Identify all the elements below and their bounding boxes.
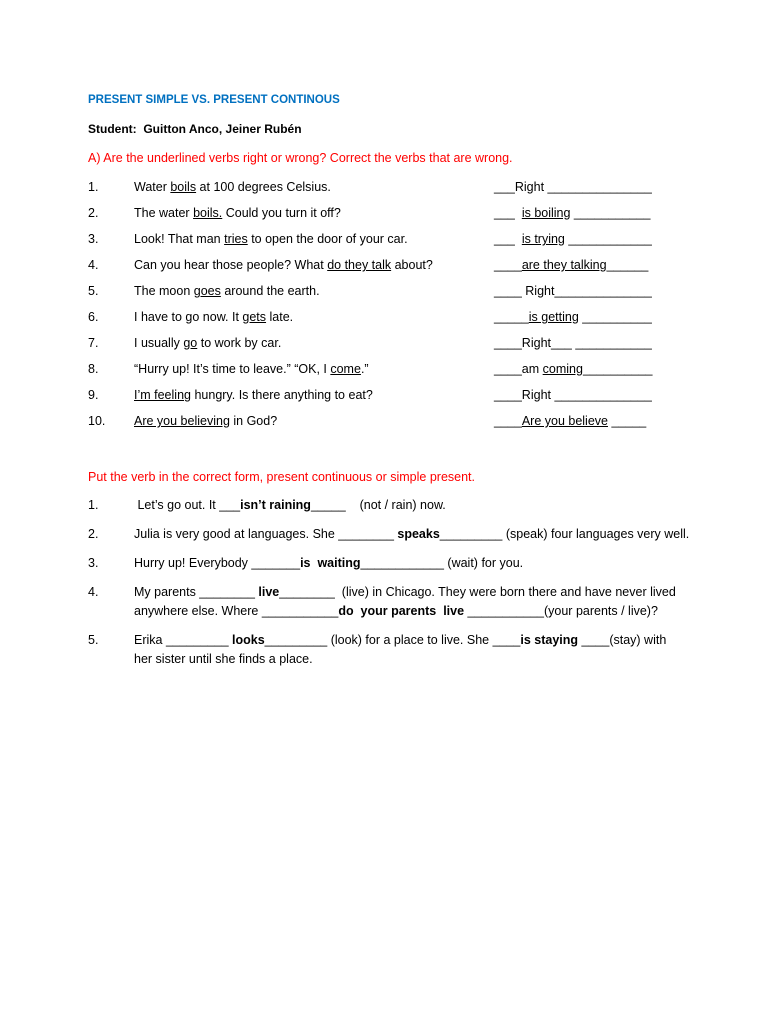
corrected-verb: coming <box>542 362 583 376</box>
exercise-a-item <box>88 408 652 434</box>
exercise-b-item <box>88 583 689 621</box>
exercise-a-item <box>88 356 652 382</box>
underlined-verb: Are you believing <box>134 414 230 428</box>
exercise-line <box>134 496 446 515</box>
answer-text: _____ <box>494 310 529 324</box>
filled-answer: is waiting <box>300 556 361 570</box>
answer-text: ______ <box>606 258 649 272</box>
answer-text: ____Right ______________ <box>494 388 652 402</box>
sentence-text: Could you turn it off? <box>222 206 341 220</box>
sentence-text: _________ (look) for a place to live. She ____ <box>264 633 521 647</box>
question-sentence <box>134 304 494 330</box>
exercise-a-item <box>88 200 652 226</box>
exercise-a-item <box>88 382 652 408</box>
exercise-line <box>134 583 676 602</box>
sentence-text: My parents ________ <box>134 585 259 599</box>
answer-blank <box>494 330 652 356</box>
item-number: 1. <box>88 498 99 512</box>
underlined-verb: gets <box>242 310 267 324</box>
underlined-verb: boils <box>170 180 197 194</box>
item-number: 1. <box>88 180 99 194</box>
sentence-text: Can you hear those people? What <box>134 258 328 272</box>
exercise-line <box>134 602 676 621</box>
question-sentence <box>134 252 494 278</box>
sentence-text: _________ (speak) four languages very well. <box>439 527 690 541</box>
answer-text: __________ <box>582 362 653 376</box>
exercise-line <box>134 525 689 544</box>
answer-blank <box>494 278 652 304</box>
item-number: 5. <box>88 633 99 647</box>
underlined-verb: come <box>330 362 361 376</box>
item-number: 5. <box>88 284 99 298</box>
answer-text: ___________ <box>570 206 651 220</box>
question-sentence <box>134 278 494 304</box>
exercise-text <box>134 583 676 621</box>
answer-blank <box>494 226 652 252</box>
filled-answer: isn’t raining <box>240 498 311 512</box>
exercise-a-item <box>88 174 652 200</box>
question-sentence <box>134 330 494 356</box>
sentence-text: _____ (not / rain) now. <box>310 498 446 512</box>
underlined-verb: go <box>183 336 198 350</box>
sentence-text: anywhere else. Where ___________ <box>134 604 339 618</box>
answer-text: ____am <box>494 362 543 376</box>
exercise-text <box>134 631 666 669</box>
sentence-text: “Hurry up! It’s time to leave.” “OK, I <box>134 362 331 376</box>
answer-blank <box>494 356 652 382</box>
sentence-text: Erika _________ <box>134 633 232 647</box>
item-number: 10. <box>88 414 106 428</box>
exercise-a-item <box>88 278 652 304</box>
answer-text: ____________ <box>564 232 652 246</box>
sentence-text: in God? <box>229 414 278 428</box>
filled-answer: is staying <box>520 633 582 647</box>
item-number: 3. <box>88 232 99 246</box>
answer-blank <box>494 304 652 330</box>
exercise-b-item <box>88 496 689 515</box>
sentence-text: I usually <box>134 336 184 350</box>
answer-blank <box>494 252 648 278</box>
exercise-line <box>134 631 666 650</box>
corrected-verb: is trying <box>521 232 565 246</box>
answer-text: ____ <box>494 258 522 272</box>
sentence-text: Water <box>134 180 171 194</box>
answer-blank <box>494 382 652 408</box>
exercise-a-item <box>88 226 652 252</box>
item-number: 7. <box>88 336 99 350</box>
sentence-text: her sister until she finds a place. <box>134 652 313 666</box>
question-sentence <box>134 200 494 226</box>
item-number: 3. <box>88 556 99 570</box>
exercise-a-item <box>88 252 652 278</box>
sentence-text: late. <box>266 310 294 324</box>
sentence-text: about? <box>391 258 433 272</box>
sentence-text: The water <box>134 206 194 220</box>
sentence-text: .” <box>360 362 369 376</box>
sentence-text: ____(stay) with <box>581 633 667 647</box>
answer-text: _____ <box>607 414 647 428</box>
sentence-text: The moon <box>134 284 194 298</box>
section-b-heading: Put the verb in the correct form, present continuous or simple present. <box>88 470 475 484</box>
corrected-verb: is boiling <box>521 206 571 220</box>
sentence-text: ___________(your parents / live)? <box>467 604 658 618</box>
underlined-verb: I’m feeling <box>134 388 191 402</box>
item-number: 9. <box>88 388 99 402</box>
answer-text: ____ Right______________ <box>494 284 652 298</box>
exercise-line <box>134 554 523 573</box>
question-sentence <box>134 382 494 408</box>
student-name: Student: Guitton Anco, Jeiner Rubén <box>88 122 302 136</box>
answer-text: __________ <box>578 310 652 324</box>
answer-text: ____ <box>494 414 522 428</box>
item-number: 4. <box>88 585 99 599</box>
item-number: 2. <box>88 527 99 541</box>
question-sentence <box>134 408 494 434</box>
sentence-text: around the earth. <box>220 284 320 298</box>
exercise-b-item <box>88 554 689 573</box>
sentence-text: to open the door of your car. <box>247 232 408 246</box>
sentence-text: at 100 degrees Celsius. <box>196 180 331 194</box>
sentence-text: I have to go now. It <box>134 310 243 324</box>
exercise-a-item <box>88 304 652 330</box>
corrected-verb: is getting <box>528 310 579 324</box>
filled-answer: looks <box>232 633 265 647</box>
corrected-verb: Are you believe <box>521 414 608 428</box>
sentence-text: Let’s go out. It ___ <box>134 498 241 512</box>
filled-answer: live <box>258 585 280 599</box>
corrected-verb: are they talking <box>521 258 607 272</box>
underlined-verb: do they talk <box>327 258 392 272</box>
exercise-text <box>134 554 523 573</box>
section-a-list <box>88 174 652 434</box>
filled-answer: speaks <box>397 527 440 541</box>
answer-text: ___Right _______________ <box>494 180 652 194</box>
answer-blank <box>494 174 652 200</box>
exercise-text <box>134 525 689 544</box>
exercise-b-item <box>88 631 689 669</box>
sentence-text: Hurry up! Everybody _______ <box>134 556 301 570</box>
question-sentence <box>134 356 494 382</box>
section-b-list <box>88 496 689 679</box>
sentence-text: Look! That man <box>134 232 225 246</box>
underlined-verb: boils. <box>193 206 223 220</box>
underlined-verb: tries <box>224 232 248 246</box>
exercise-a-item <box>88 330 652 356</box>
filled-answer: do your parents live <box>338 604 468 618</box>
item-number: 6. <box>88 310 99 324</box>
sentence-text: ________ (live) in Chicago. They were born there and have never lived <box>279 585 676 599</box>
sentence-text: Julia is very good at languages. She ________ <box>134 527 398 541</box>
sentence-text: ____________ (wait) for you. <box>360 556 524 570</box>
sentence-text: to work by car. <box>197 336 282 350</box>
answer-blank <box>494 200 650 226</box>
section-a-heading: A) Are the underlined verbs right or wrong? Correct the verbs that are wrong. <box>88 151 513 165</box>
worksheet-title: PRESENT SIMPLE VS. PRESENT CONTINOUS <box>88 94 340 106</box>
item-number: 8. <box>88 362 99 376</box>
answer-text: ___ <box>494 206 522 220</box>
question-sentence <box>134 174 494 200</box>
exercise-text <box>134 496 446 515</box>
item-number: 2. <box>88 206 99 220</box>
question-sentence <box>134 226 494 252</box>
underlined-verb: goes <box>193 284 221 298</box>
answer-text: ___ <box>494 232 522 246</box>
item-number: 4. <box>88 258 99 272</box>
answer-text: ____Right___ ___________ <box>494 336 652 350</box>
answer-blank <box>494 408 646 434</box>
exercise-b-item <box>88 525 689 544</box>
sentence-text: hungry. Is there anything to eat? <box>190 388 373 402</box>
exercise-line <box>134 650 666 669</box>
